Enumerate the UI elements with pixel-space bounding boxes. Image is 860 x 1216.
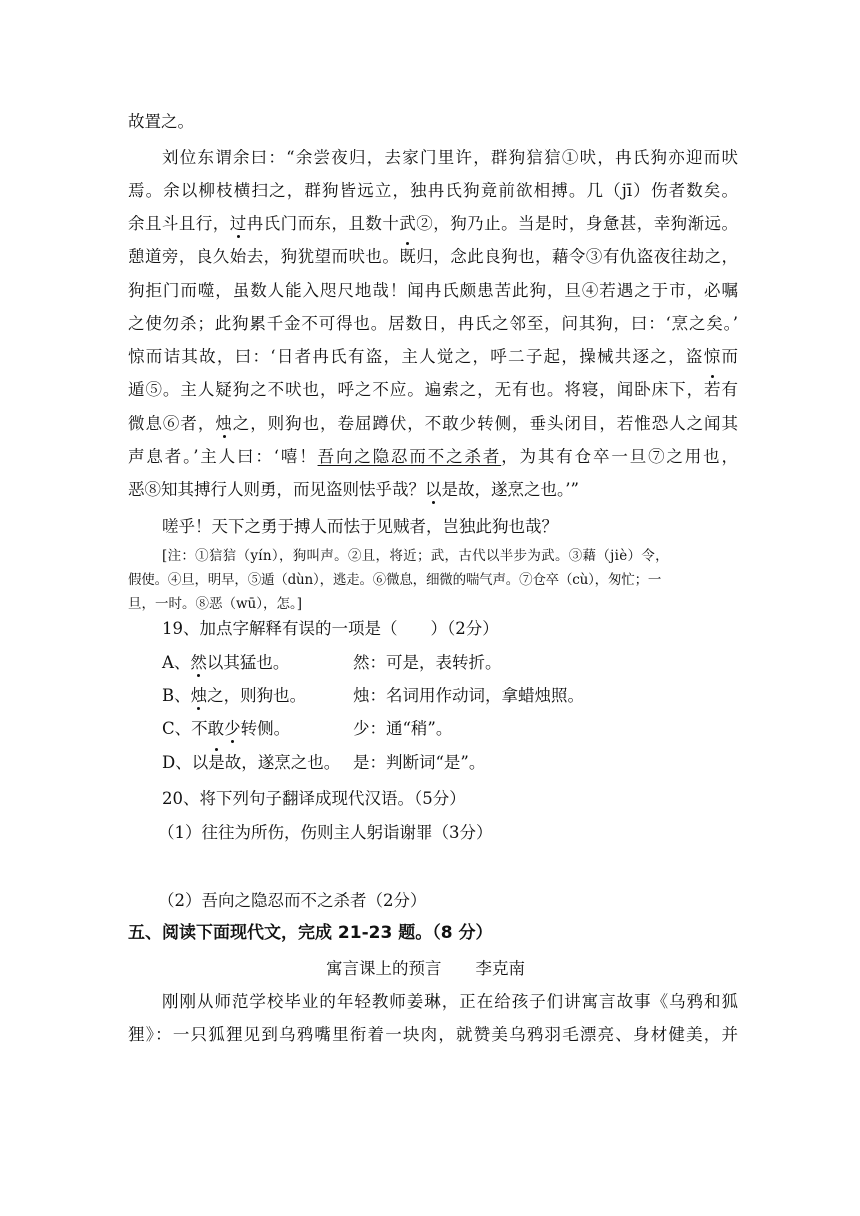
q19-option-d — [162, 752, 738, 774]
option-definition: 烛：名词用作动词，拿蜡烛照。 — [353, 686, 584, 705]
story-line-9 — [128, 413, 738, 435]
note-line-2: 假使。④旦，明早，⑤遁（dùn），逃走。⑥微息，细微的喘气声。⑦仓卒（cù），匆忙；一 — [128, 572, 662, 588]
q19-option-c — [162, 718, 738, 740]
story-text: 恶⑧知其搏行人则勇，而见盗则怯乎哉？ — [128, 480, 425, 499]
story-line-2: 焉。余以柳枝横扫之，群狗皆远立，独冉氏狗竟前欲相搏。几（jī）伤者数矣。 — [128, 181, 738, 200]
option-text: 故，遂烹之也。 — [224, 753, 341, 772]
story-text: 声息者。’主人曰：‘嘻！ — [128, 447, 318, 466]
option-definition: 少：通“稍”。 — [353, 719, 453, 738]
option-text: 以其猛也。 — [206, 653, 290, 672]
story-line-8 — [128, 379, 738, 401]
story-text: 憩道旁，良久始去，狗犹望而吠也。 — [128, 247, 400, 266]
q19-option-a — [162, 652, 738, 674]
essay-author: 李克南 — [475, 959, 525, 978]
option-text: D、以 — [162, 753, 209, 772]
option-text: 转侧。 — [240, 719, 291, 738]
story-text: 归，念此良狗也，藉令③有仇盗夜往劫之， — [416, 247, 739, 266]
dotted-char: 是 — [208, 753, 225, 772]
story-line-4 — [128, 246, 738, 268]
story-text: 余且斗且行， — [128, 214, 230, 233]
story-line-10 — [128, 446, 738, 468]
dotted-char: 烛 — [190, 686, 208, 705]
story-text: 之，则狗也，卷屈蹲伏，不敢少转侧，垂头闭目，若惟恐人之闻其 — [232, 414, 739, 433]
story-line-1: 刘位东谓余曰：“余尝夜归，去家门里许，群狗狺狺①吠，冉氏狗亦迎而吠 — [162, 148, 738, 167]
note-line-3: 旦，一时。⑧恶（wū），怎。] — [128, 596, 303, 612]
story-line-11 — [128, 479, 738, 501]
question-20-stem: 20、将下列句子翻译成现代汉语。（5分） — [162, 789, 466, 808]
dotted-char: 然 — [190, 653, 207, 672]
story-text: 微息⑥者， — [128, 414, 216, 433]
story-line-5: 狗拒门而噬，虽数人能入咫尺地哉！闻冉氏颇患苦此狗，旦④若遇之于市，必嘱 — [128, 281, 738, 300]
question-19-stem: 19、加点字解释有误的一项是（ ）（2分） — [162, 619, 499, 638]
story-text: 是故，遂烹之也。’” — [441, 480, 579, 499]
option-definition: 是：判断词“是”。 — [353, 753, 486, 772]
conclusion-text: 嗟乎！天下之勇于搏人而怯于见贼者，岂独此狗也哉？ — [162, 517, 558, 536]
story-line-6: 之使勿杀；此狗累千金不可得也。居数日，冉氏之邻至，问其狗，曰：‘烹之矣。’ — [128, 314, 738, 333]
essay-para-line-1: 刚刚从师范学校毕业的年轻教师姜琳，正在给孩子们讲寓言故事《乌鸦和狐 — [162, 992, 738, 1011]
story-line-3 — [128, 213, 738, 235]
story-text: ，为其有仓卒一旦⑦之用也， — [501, 447, 739, 466]
dotted-char: 既 — [399, 247, 417, 266]
essay-para-line-2: 狸》：一只狐狸见到乌鸦嘴里衔着一块肉，就赞美乌鸦羽毛漂亮、身材健美，并 — [128, 1025, 738, 1044]
option-text: C、不敢 — [162, 719, 225, 738]
note-line-1: [注：①狺狺（yín），狗叫声。②且，将近；武，古代以半步为武。③藉（jiè）令， — [162, 548, 669, 564]
q19-option-b — [162, 685, 738, 707]
option-definition: 然：可是，表转折。 — [353, 653, 502, 672]
intro-text: 故置之。 — [128, 112, 194, 131]
story-text: 遁⑤。主人疑狗之不吠也，呼之不应。遍索之，无有也。将寝，闻卧床下， — [128, 380, 705, 399]
underlined-sentence: 吾向之隐忍而不之杀者 — [317, 447, 502, 466]
dotted-char: 以 — [425, 480, 442, 499]
q20-sentence-1: （1）往往为所伤，伤则主人躬诣谢罪（3分） — [158, 823, 493, 842]
dotted-char: 过 — [229, 214, 247, 233]
essay-title-text: 寓言课上的预言 — [326, 959, 442, 978]
story-line-7: 惊而诘其故，曰：‘日者冉氏有盗，主人觉之，呼二子起，操械共逐之，盗惊而 — [128, 347, 738, 366]
section-5-heading: 五、阅读下面现代文，完成 21-23 题。（8 分） — [128, 923, 493, 943]
essay-title — [326, 958, 576, 980]
option-text: A、 — [162, 653, 191, 672]
q20-sentence-2: （2）吾向之隐忍而不之杀者（2分） — [158, 891, 427, 910]
option-text: 之，则狗也。 — [207, 686, 307, 705]
option-text: B、 — [162, 686, 191, 705]
dotted-char: 烛 — [215, 414, 233, 433]
dotted-char: 少 — [224, 719, 241, 738]
story-text: 冉氏门而东，且数十武②，狗乃止。当是时，身惫甚，幸狗渐远。 — [246, 214, 739, 233]
dotted-char: 若 — [704, 380, 722, 399]
story-text: 有 — [721, 380, 739, 399]
